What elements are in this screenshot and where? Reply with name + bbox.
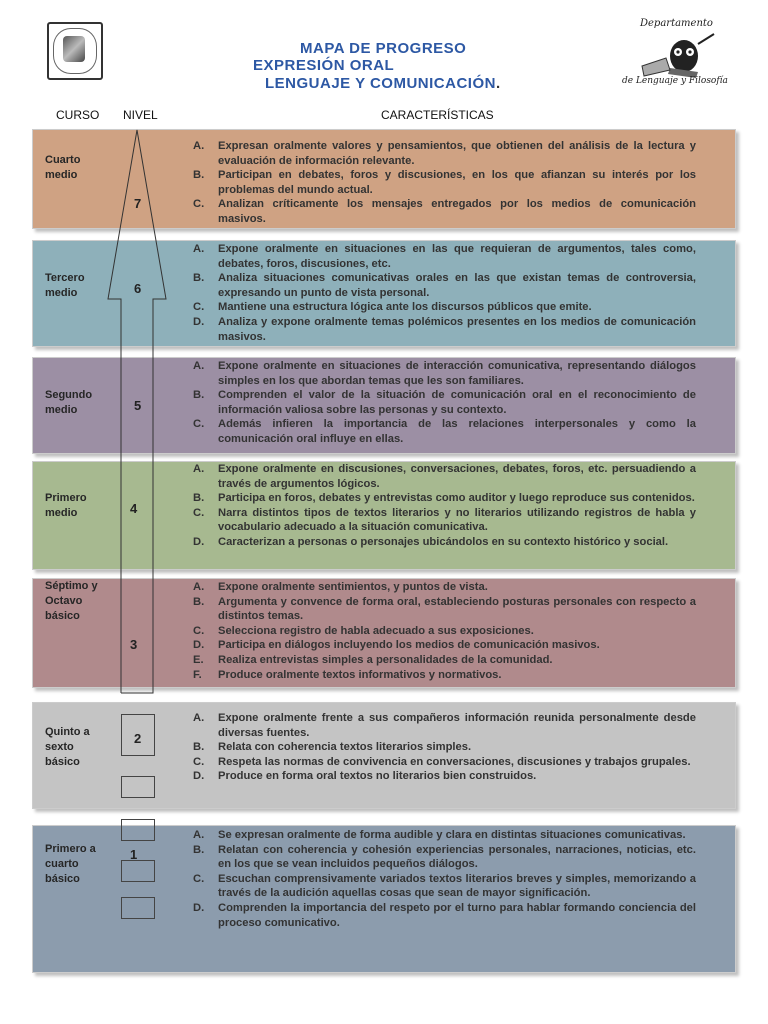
item-marker: B. [193,169,205,182]
curso-label-2 [45,725,90,770]
nivel-number-3: 3 [130,637,138,652]
characteristics-list-7 [193,139,696,227]
characteristic-item [193,769,696,784]
item-text: Comprenden el valor de la situación de comunicación oral en el reconocimiento de información valiosa sobre las personas y su contexto. [218,389,696,416]
item-text: Relatan con coherencia y cohesión experiencias personales, narraciones, noticias, etc. en los que se vean incluidos pequeños diálogos. [218,843,696,871]
item-text: Analiza situaciones comunicativas orales en las que existan temas de controversia, expresando un punto de vista personal. [218,272,696,299]
item-marker: D. [193,901,205,914]
characteristic-item [193,828,696,843]
item-text: Además infieren la importancia de las relaciones interpersonales y como la comunicación oral influye en ellas. [218,418,696,445]
characteristic-item [193,462,696,491]
item-text: Escuchan comprensivamente variados textos literarios breves y simples, memorizando a través de la audición aquellas cosas que sean de mayor significación. [218,872,696,900]
item-marker: A. [193,463,205,475]
item-marker: C. [193,506,205,519]
characteristic-item [193,668,696,683]
nivel-number-7: 7 [134,196,142,211]
item-marker: C. [193,301,205,314]
item-text: Analiza y expone oralmente temas polémicos presentes en los medios de comunicación masivos. [218,315,696,343]
item-marker: A. [193,140,205,152]
curso-line: Cuarto [45,154,81,166]
nivel-number-6: 6 [134,281,142,296]
curso-label-6 [45,271,85,301]
level-1-box-top [121,819,155,841]
item-marker: E. [193,653,204,666]
item-text: Se expresan oralmente de forma audible y clara en distintas situaciones comunicativas. [218,829,686,841]
curso-line: medio [45,507,78,519]
characteristic-item [193,388,696,417]
characteristic-item [193,315,696,344]
characteristics-list-4 [193,462,696,550]
item-text: Caracterizan a personas o personajes ubicándolos en su contexto histórico y social. [218,535,669,548]
item-marker: A. [193,243,205,255]
curso-line: medio [45,169,78,181]
curso-label-3 [45,579,98,624]
item-marker: A. [193,712,205,724]
characteristic-item [193,359,696,388]
department-logo-line1: Departamento [640,18,713,29]
item-marker: B. [193,741,205,754]
characteristic-item [193,535,696,550]
curso-label-4 [45,491,87,521]
item-text: Participan en debates, foros y discusiones, en los que afianzan su interés por los problemas del mundo actual. [218,169,696,196]
item-text: Expone oralmente en situaciones en las que requieran de argumentos, tales como, debates, foros, discusiones, etc. [218,243,696,270]
level-2-box-small [121,776,155,798]
characteristic-item [193,872,696,901]
characteristic-item [193,755,696,770]
characteristic-item [193,595,696,624]
curso-line: básico [45,756,80,768]
item-text: Narra distintos tipos de textos literarios y no literarios utilizando registros de habla y vocabulario adecuado a la situación comunicativa. [218,506,696,534]
item-text: Comprenden la importancia del respeto por el turno para hablar formando conciencia del proceso comunicativo. [218,901,696,929]
item-marker: B. [193,272,205,285]
item-marker: F. [193,668,202,681]
curso-line: sexto [45,741,74,753]
item-marker: A. [193,360,205,372]
item-text: Produce en forma oral textos no literarios bien construidos. [218,770,537,783]
department-logo-line2: de Lenguaje y Filosofía [622,76,728,86]
item-marker: D. [193,535,205,548]
item-marker: A. [193,581,205,593]
nivel-number-2: 2 [134,731,142,746]
characteristic-item [193,901,696,930]
item-text: Analizan críticamente los mensajes entregados por los medios de comunicación masivos. [218,198,696,225]
title-mapa-de-progreso: MAPA DE PROGRESO [300,40,467,57]
level-1-box-bottom [121,897,155,919]
characteristic-item [193,168,696,197]
item-text: Produce oralmente textos informativos y normativos. [218,668,502,681]
characteristic-item [193,491,696,506]
characteristics-list-3 [193,580,696,682]
characteristic-item [193,300,696,315]
item-marker: C. [193,872,205,885]
item-marker: B. [193,389,205,402]
item-text: Participa en foros, debates y entrevistas como auditor y luego reproduce sus contenidos. [218,492,695,505]
item-marker: C. [193,198,205,211]
title-lenguaje-text: LENGUAJE Y COMUNICACIÓN [265,75,496,92]
curso-line: Octavo [45,595,83,607]
item-text: Selecciona registro de habla adecuado a sus exposiciones. [218,624,534,637]
item-marker: C. [193,418,205,431]
item-marker: C. [193,624,205,637]
item-text: Expone oralmente frente a sus compañeros información reunida personalmente desde diversas fuentes. [218,712,696,739]
column-header-caracteristicas: CARACTERÍSTICAS [381,108,494,122]
item-text: Expresan oralmente valores y pensamientos, que obtienen del análisis de la lectura y evaluación de información relevante. [218,140,696,167]
title-expresion-oral: EXPRESIÓN ORAL [253,57,395,74]
curso-line: Tercero [45,272,85,284]
item-text: Expone oralmente sentimientos, y puntos de vista. [218,581,488,593]
curso-line: Quinto a [45,726,90,738]
item-text: Expone oralmente en situaciones de interacción comunicativa, representando diálogos simples en los que abordan temas que les son familiares. [218,360,696,387]
level-1-box-mid [121,860,155,882]
nivel-number-4: 4 [130,501,138,516]
characteristic-item [193,197,696,226]
curso-label-5 [45,388,92,418]
item-text: Mantiene una estructura lógica ante los discursos públicos que emite. [218,301,592,314]
item-marker: D. [193,639,205,652]
curso-line: Primero [45,492,87,504]
characteristic-item [193,417,696,446]
characteristic-item [193,580,696,595]
item-text: Relata con coherencia textos literarios simples. [218,741,472,754]
characteristic-item [193,271,696,300]
column-header-nivel: NIVEL [123,108,158,122]
characteristic-item [193,740,696,755]
curso-line: medio [45,287,78,299]
item-marker: C. [193,755,205,768]
curso-line: cuarto [45,858,79,870]
item-marker: B. [193,492,205,505]
item-marker: D. [193,315,205,328]
characteristic-item [193,624,696,639]
item-text: Argumenta y convence de forma oral, estableciendo posturas personales con respecto a distintos temas. [218,595,696,623]
nivel-number-1: 1 [130,847,138,862]
characteristic-item [193,638,696,653]
nivel-number-5: 5 [134,398,142,413]
characteristic-item [193,506,696,535]
item-text: Respeta las normas de convivencia en conversaciones, discusiones y trabajos grupales. [218,755,691,768]
curso-label-7 [45,153,80,183]
characteristic-item [193,843,696,872]
characteristic-item [193,139,696,168]
item-text: Participa en diálogos incluyendo los medios de comunicación masivos. [218,639,600,652]
column-header-curso: CURSO [56,108,100,122]
characteristic-item [193,242,696,271]
item-marker: D. [193,770,205,783]
curso-line: básico [45,610,80,622]
characteristics-list-1 [193,828,696,930]
title-dot: . [495,75,501,92]
curso-line: Séptimo y [45,580,98,592]
item-marker: B. [193,843,205,856]
item-marker: B. [193,595,205,608]
curso-line: Primero a [45,843,96,855]
characteristic-item [193,653,696,668]
curso-line: medio [45,404,78,416]
characteristic-item [193,711,696,740]
characteristics-list-5 [193,359,696,447]
characteristics-list-2 [193,711,696,784]
characteristics-list-6 [193,242,696,344]
curso-line: básico [45,873,80,885]
item-text: Realiza entrevistas simples a personalidades de la comunidad. [218,653,553,666]
item-text: Expone oralmente en discusiones, conversaciones, debates, foros, etc. persuadiendo a través de argumentos lógicos. [218,463,696,490]
item-marker: A. [193,829,205,841]
curso-line: Segundo [45,389,93,401]
curso-label-1 [45,842,96,887]
